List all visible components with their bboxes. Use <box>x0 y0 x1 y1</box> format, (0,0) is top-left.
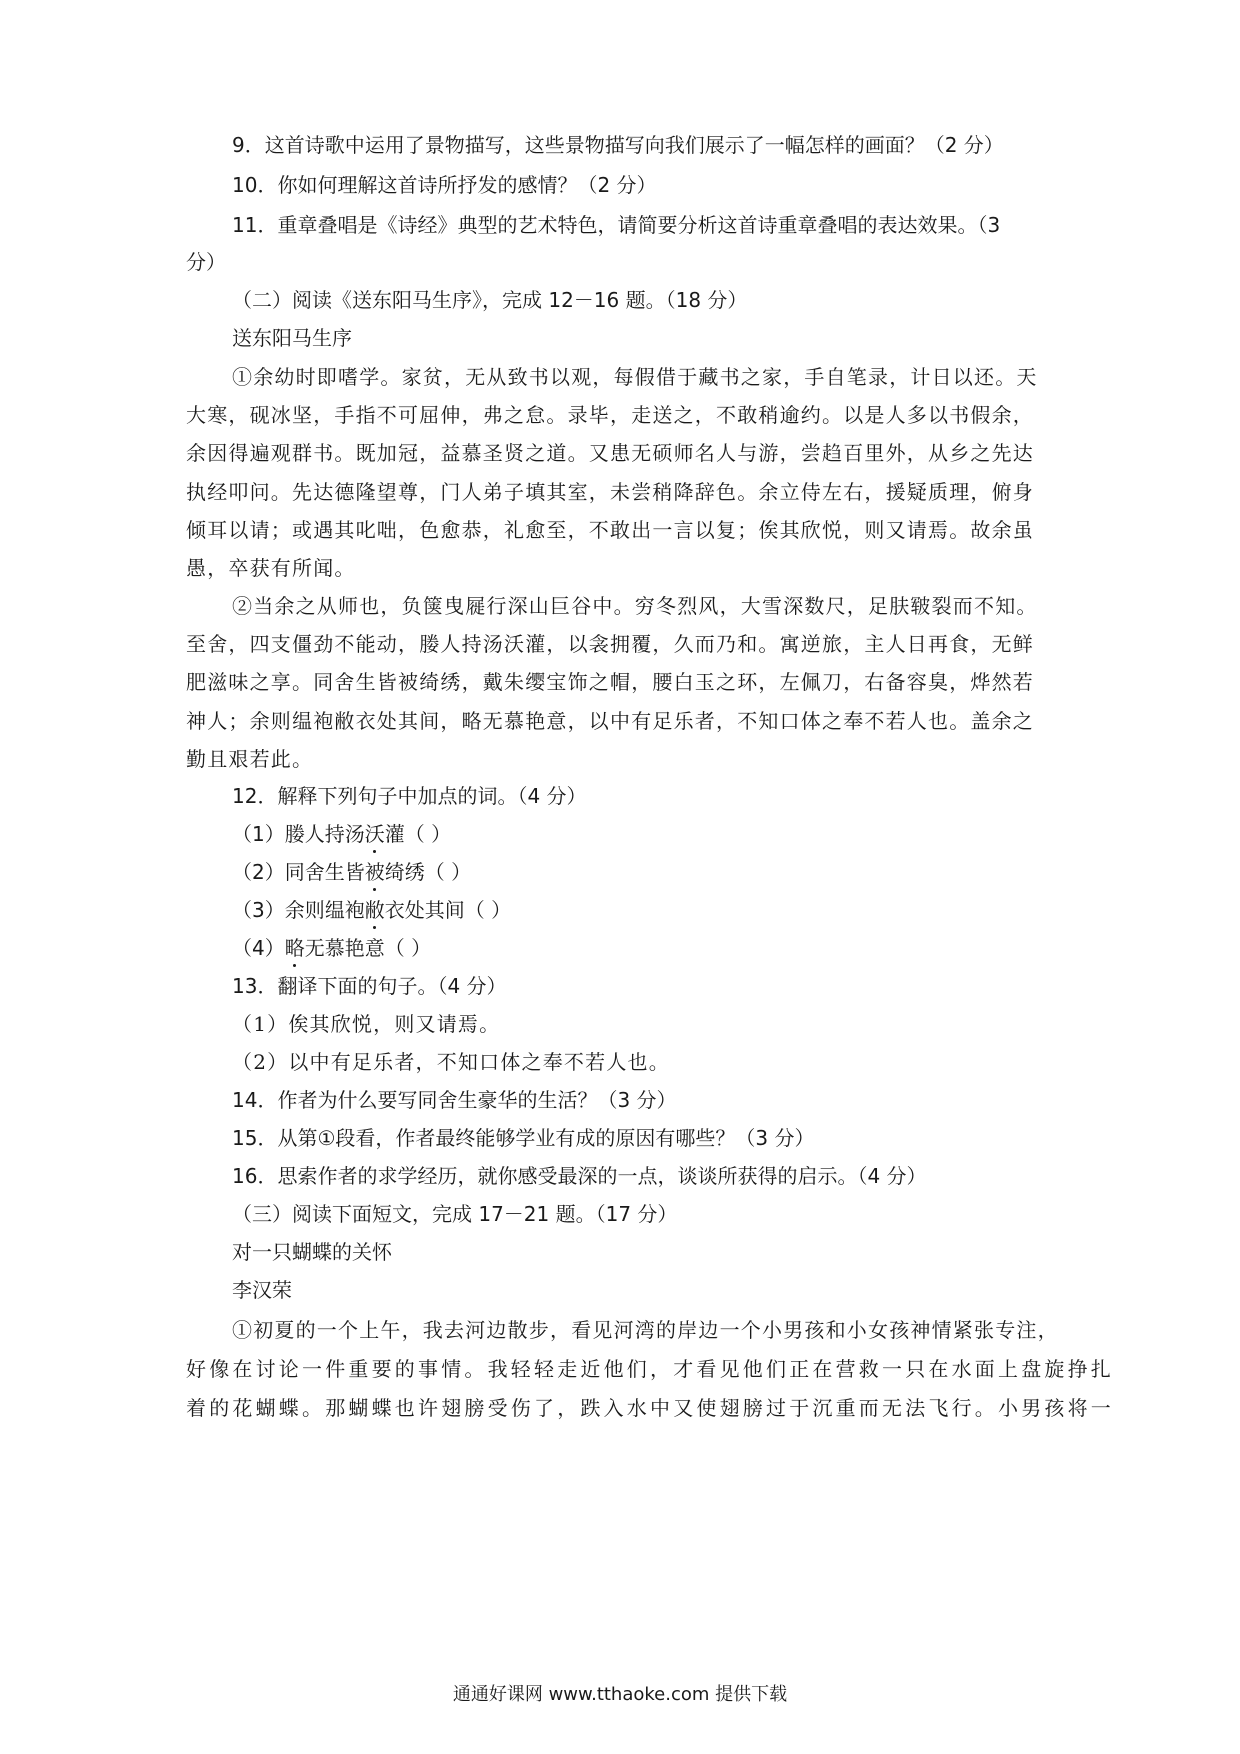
passage-1-line: 愚，卒获有所闻。 <box>186 556 356 580</box>
question-10: 10．你如何理解这首诗所抒发的感情？（2 分） <box>232 173 657 197</box>
dotted-word: 略 <box>284 936 305 960</box>
question-16: 16．思索作者的求学经历，就你感受最深的一点，谈谈所获得的启示。（4 分） <box>232 1164 927 1188</box>
dotted-word: 沃 <box>364 822 385 846</box>
passage-title: 送东阳马生序 <box>232 326 352 350</box>
passage-2-line: 至舍，四支僵劲不能动，媵人持汤沃灌，以衾拥覆，久而乃和。寓逆旅，主人日再食，无鲜 <box>186 632 1034 656</box>
question-13-item-2: （2）以中有足乐者，不知口体之奉不若人也。 <box>232 1050 670 1074</box>
dotted-word: 敝 <box>364 898 385 922</box>
question-12-item-1: （1）媵人持汤沃灌（ ） <box>232 822 452 846</box>
question-11-line-2: 分） <box>186 250 226 274</box>
section-2-heading: （二）阅读《送东阳马生序》，完成 12－16 题。（18 分） <box>232 288 748 312</box>
question-9: 9．这首诗歌中运用了景物描写，这些景物描写向我们展示了一幅怎样的画面？（2 分） <box>232 133 1004 157</box>
question-13: 13．翻译下面的句子。（4 分） <box>232 974 507 998</box>
question-12: 12．解释下列句子中加点的词。（4 分） <box>232 784 587 808</box>
passage-2-line: 勤且艰若此。 <box>186 747 314 771</box>
article-title: 对一只蝴蝶的关怀 <box>232 1240 392 1264</box>
question-13-item-1: （1）俟其欣悦，则又请焉。 <box>232 1012 501 1036</box>
page-footer: 通通好课网 www.tthaoke.com 提供下载 <box>452 1684 788 1705</box>
article-line: ①初夏的一个上午，我去河边散步，看见河湾的岸边一个小男孩和小女孩神情紧张专注， <box>232 1318 1059 1342</box>
article-line: 着的花蝴蝶。那蝴蝶也许翅膀受伤了，跌入水中又使翅膀过于沉重而无法飞行。小男孩将一 <box>186 1396 1114 1420</box>
article-line: 好像在讨论一件重要的事情。我轻轻走近他们，才看见他们正在营救一只在水面上盘旋挣扎 <box>186 1357 1114 1381</box>
passage-1-line: ①余幼时即嗜学。家贫，无从致书以观，每假借于藏书之家，手自笔录，计日以还。天 <box>232 365 1038 389</box>
question-12-item-4: （4）略无慕艳意（ ） <box>232 936 432 960</box>
passage-1-line: 余因得遍观群书。既加冠，益慕圣贤之道。又患无硕师名人与游，尝趋百里外，从乡之先达 <box>186 441 1034 465</box>
question-12-item-3: （3）余则缊袍敝衣处其间（ ） <box>232 898 512 922</box>
passage-1-line: 倾耳以请；或遇其叱咄，色愈恭，礼愈至，不敢出一言以复；俟其欣悦，则又请焉。故余虽 <box>186 518 1034 542</box>
question-14: 14．作者为什么要写同舍生豪华的生活？（3 分） <box>232 1088 677 1112</box>
dotted-word: 被 <box>364 860 385 884</box>
passage-1-line: 大寒，砚冰坚，手指不可屈伸，弗之怠。录毕，走送之，不敢稍逾约。以是人多以书假余， <box>186 403 1034 427</box>
section-3-heading: （三）阅读下面短文，完成 17－21 题。（17 分） <box>232 1202 678 1226</box>
question-11-line-1: 11．重章叠唱是《诗经》典型的艺术特色，请简要分析这首诗重章叠唱的表达效果。（3 <box>232 213 1001 237</box>
article-author: 李汉荣 <box>232 1278 292 1302</box>
passage-1-line: 执经叩问。先达德隆望尊，门人弟子填其室，未尝稍降辞色。余立侍左右，援疑质理，俯身 <box>186 480 1034 504</box>
passage-2-line: ②当余之从师也，负箧曳屣行深山巨谷中。穷冬烈风，大雪深数尺，足肤皲裂而不知。 <box>232 594 1038 618</box>
passage-2-line: 神人；余则缊袍敝衣处其间，略无慕艳意，以中有足乐者，不知口体之奉不若人也。盖余之 <box>186 709 1034 733</box>
question-15: 15．从第①段看，作者最终能够学业有成的原因有哪些？（3 分） <box>232 1126 815 1150</box>
passage-2-line: 肥滋味之享。同舍生皆被绮绣，戴朱缨宝饰之帽，腰白玉之环，左佩刀，右备容臭，烨然若 <box>186 670 1034 694</box>
question-12-item-2: （2）同舍生皆被绮绣（ ） <box>232 860 472 884</box>
